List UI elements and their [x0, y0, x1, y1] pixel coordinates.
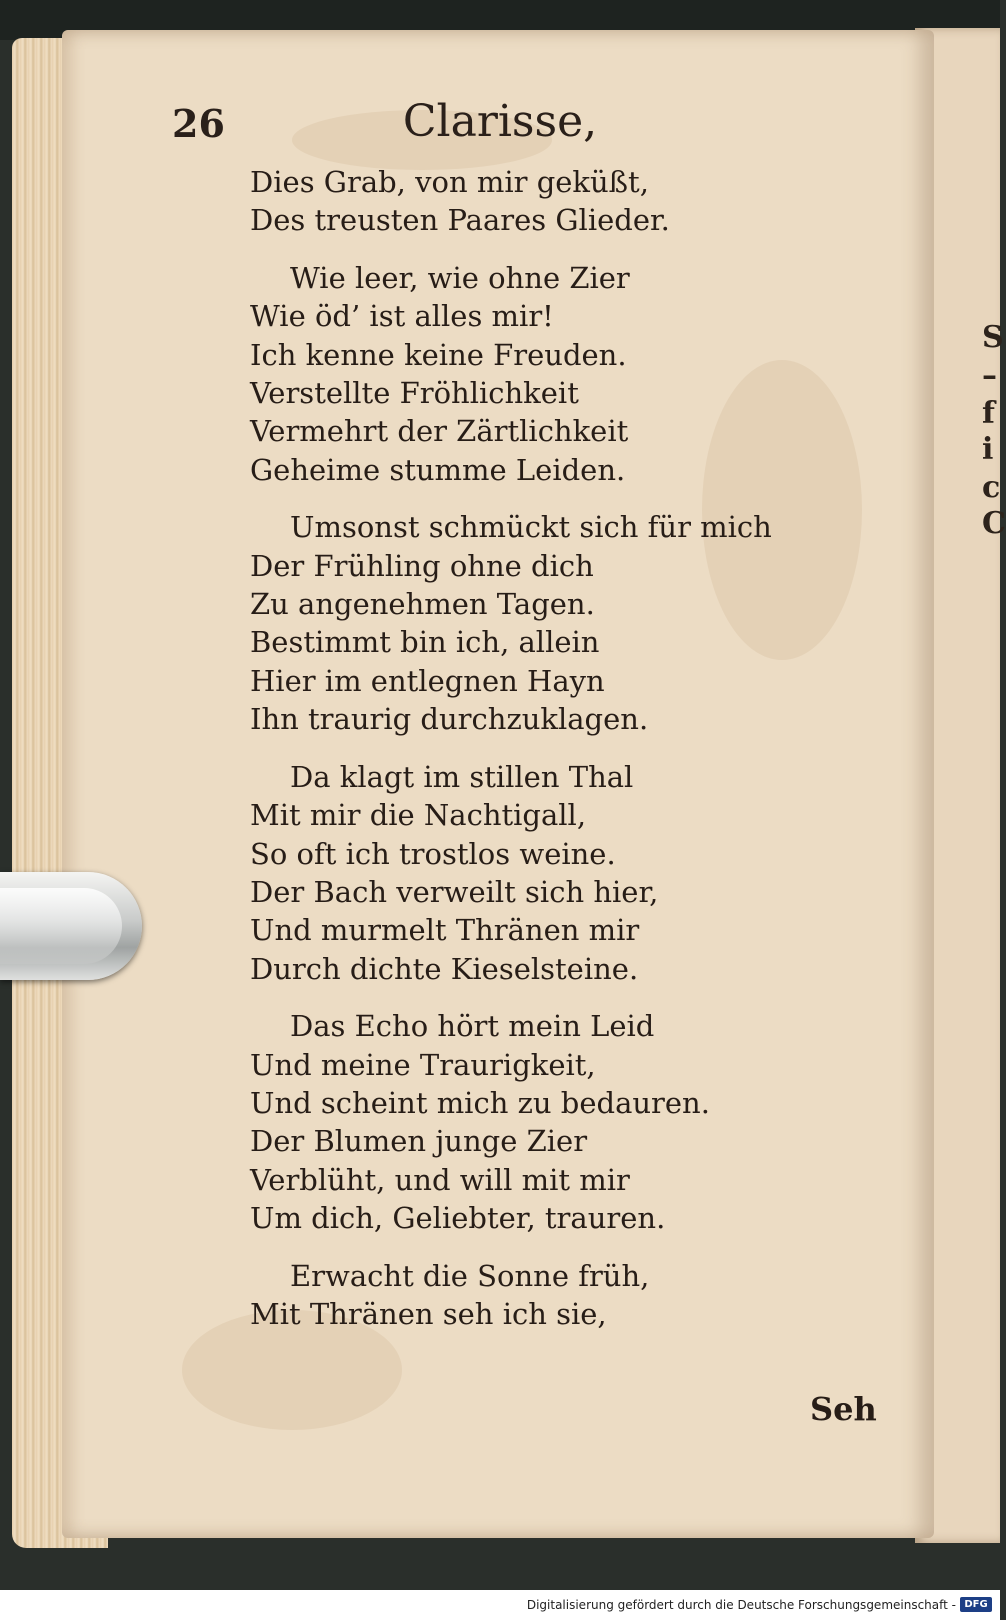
- poem-line: Und scheint mich zu bedauren.: [250, 1085, 710, 1120]
- poem-line: Und meine Traurigkeit,: [250, 1047, 596, 1082]
- poem-line: Mit mir die Nachtigall,: [250, 798, 587, 833]
- facing-page-fragment: i: [982, 432, 994, 467]
- poem-line: Zu angenehmen Tagen.: [250, 587, 595, 622]
- catchword: Seh: [810, 1390, 877, 1428]
- poem-line: Verblüht, und will mit mir: [250, 1162, 630, 1197]
- poem-line: Hier im entlegnen Hayn: [250, 663, 605, 698]
- poem-text: [250, 163, 850, 1352]
- poem-line: Ihn traurig durchzuklagen.: [250, 702, 649, 737]
- poem-line: So oft ich trostlos weine.: [250, 836, 616, 871]
- poem-line: Vermehrt der Zärtlichkeit: [250, 414, 629, 449]
- poem-line: Geheime stumme Leiden.: [250, 452, 626, 487]
- poem-line: Der Frühling ohne dich: [250, 548, 594, 583]
- funding-credit: Digitalisierung gefördert durch die Deutsche Forschungsgemeinschaft -: [526, 1598, 956, 1612]
- poem-line: Der Bach verweilt sich hier,: [250, 874, 659, 909]
- poem-line: Dies Grab, von mir geküßt,: [250, 165, 649, 199]
- poem-line: Umsonst schmückt sich für mich: [290, 510, 772, 545]
- digitization-footer: [0, 1590, 1000, 1620]
- poem-line: Da klagt im stillen Thal: [290, 759, 634, 794]
- poem-stanza: [250, 163, 850, 240]
- facing-page-fragment: c: [982, 470, 1001, 505]
- facing-page-fragment: S: [982, 320, 1004, 355]
- running-head: Clarisse,: [402, 96, 598, 147]
- poem-stanza: [250, 758, 850, 988]
- page-number: 26: [172, 101, 225, 146]
- clip-highlight: [0, 888, 122, 964]
- poem-line: Wie leer, wie ohne Zier: [290, 260, 630, 295]
- poem-line: Erwacht die Sonne früh,: [290, 1258, 650, 1293]
- poem-line: Und murmelt Thränen mir: [250, 913, 640, 948]
- poem-line: Durch dichte Kieselsteine.: [250, 951, 639, 986]
- poem-line: Des treusten Paares Glieder.: [250, 203, 670, 238]
- poem-line: Verstellte Fröhlichkeit: [250, 376, 579, 411]
- facing-page-fragment: f: [982, 396, 995, 431]
- facing-page-fragment: –: [982, 358, 997, 393]
- poem-stanza: [250, 1257, 850, 1334]
- poem-line: Ich kenne keine Freuden.: [250, 337, 627, 372]
- poem-stanza: [250, 508, 850, 738]
- poem-line: Wie öd’ ist alles mir!: [250, 299, 554, 334]
- dfg-logo: DFG: [960, 1597, 992, 1612]
- poem-stanza: [250, 1007, 850, 1237]
- facing-page-fragment: C: [982, 506, 1006, 541]
- poem-line: Das Echo hört mein Leid: [290, 1009, 655, 1044]
- poem-line: Mit Thränen seh ich sie,: [250, 1296, 607, 1331]
- page-holder-clip: [0, 872, 142, 980]
- poem-line: Der Blumen junge Zier: [250, 1124, 588, 1159]
- poem-line: Bestimmt bin ich, allein: [250, 625, 600, 660]
- poem-line: Um dich, Geliebter, trauren.: [250, 1201, 666, 1236]
- poem-stanza: [250, 259, 850, 489]
